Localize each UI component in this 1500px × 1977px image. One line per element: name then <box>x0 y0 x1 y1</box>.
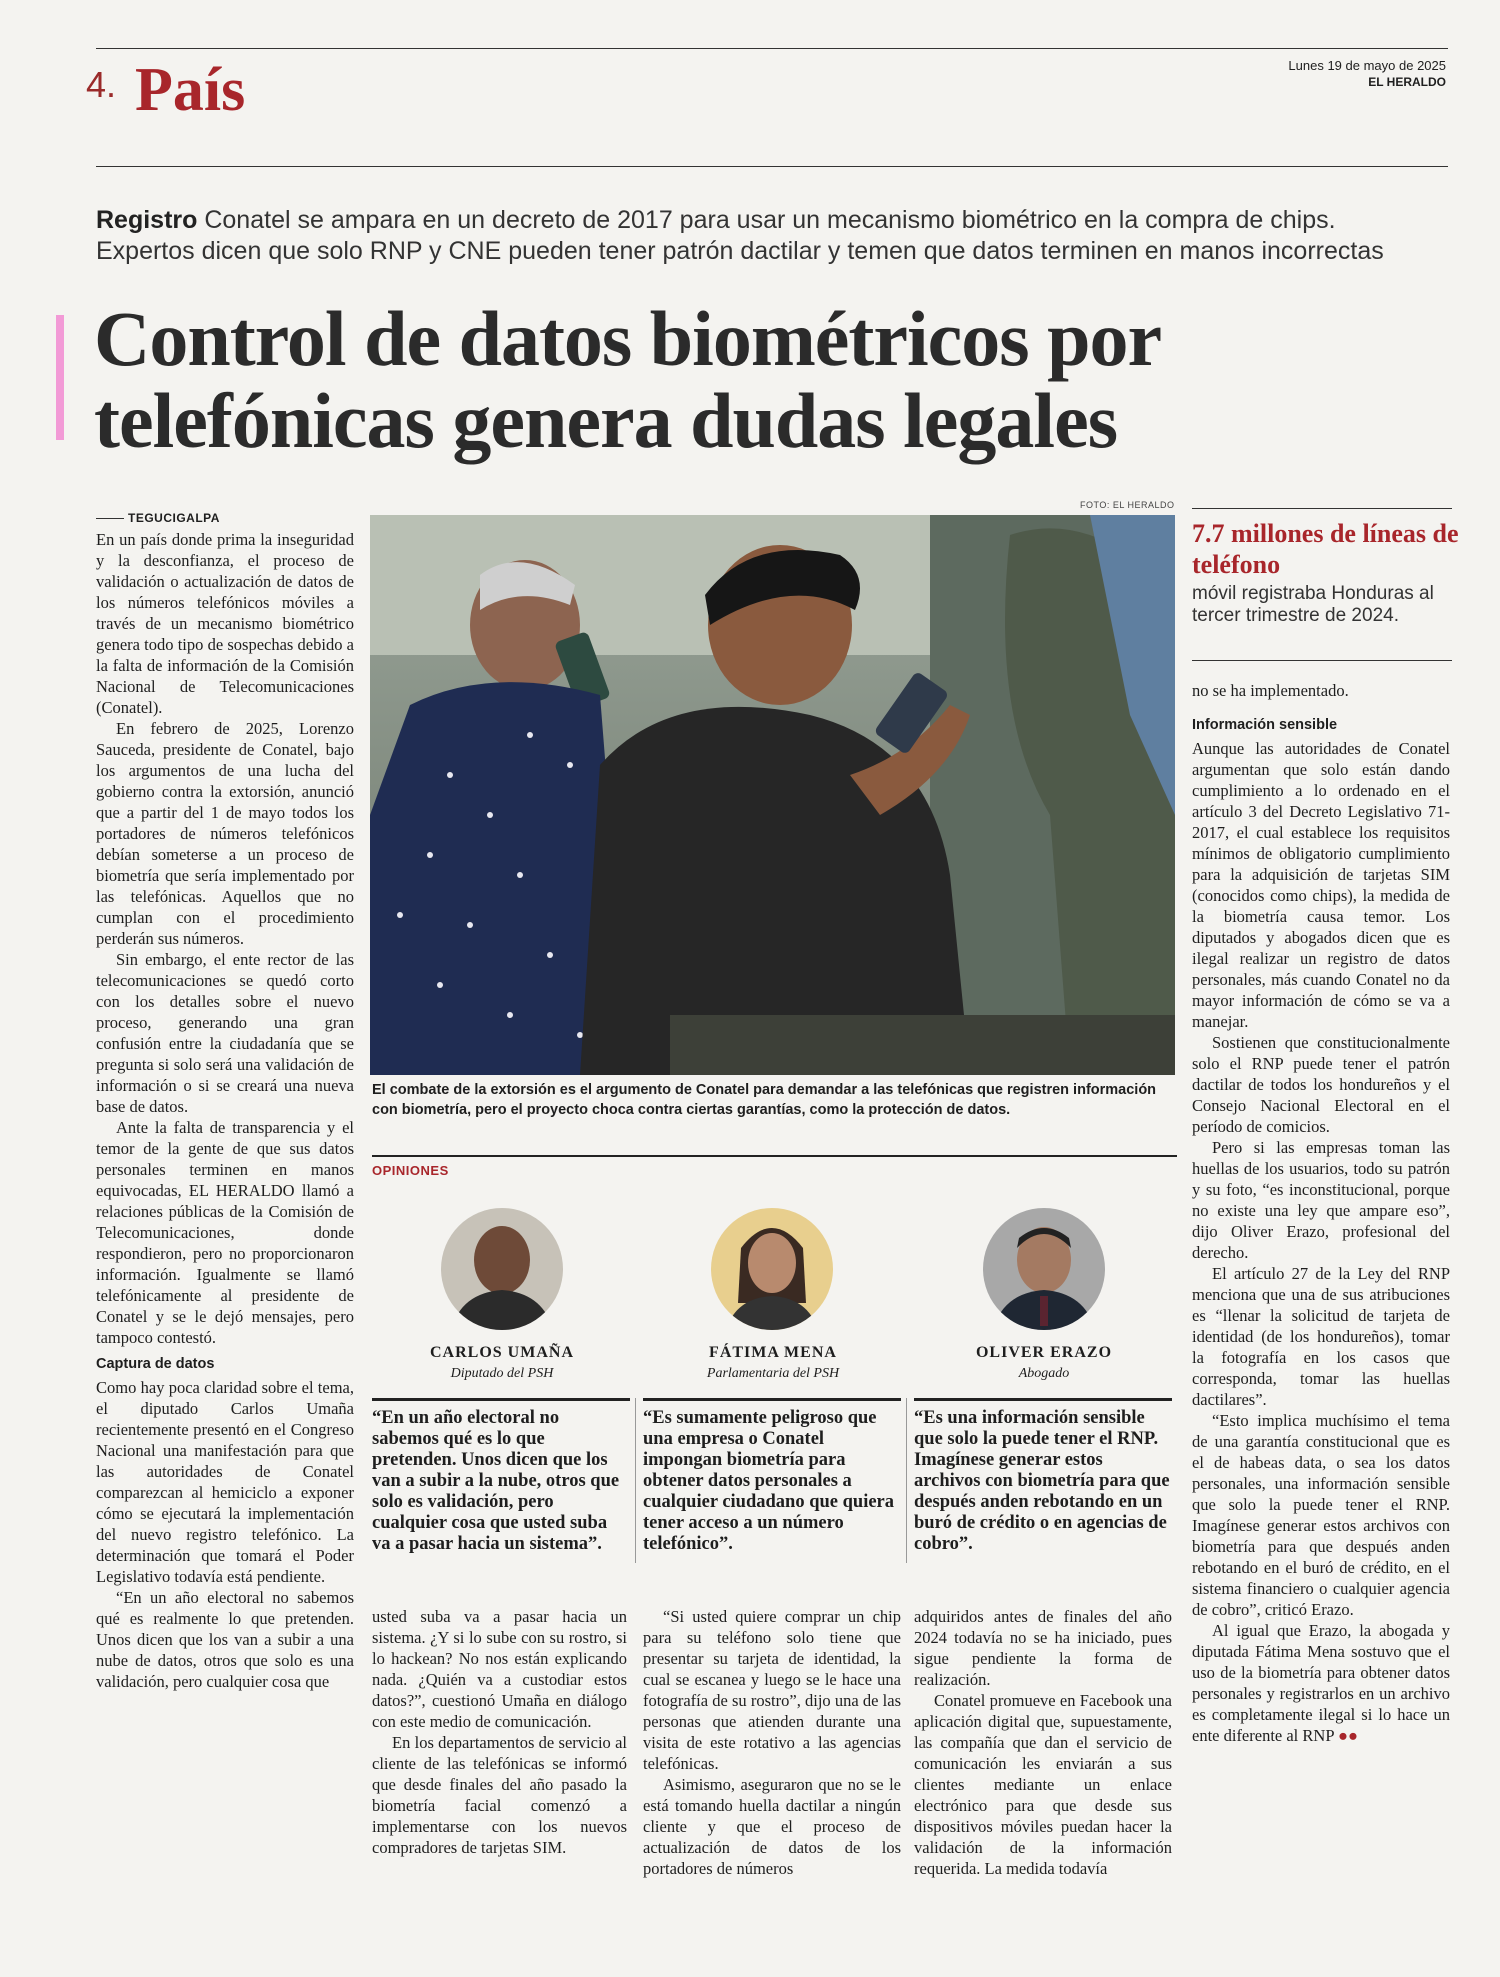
kicker-line1: Conatel se ampara en un decreto de 2017 para usar un mecanismo biométrico en la compra de chips. <box>197 206 1336 234</box>
paragraph: Pero si las empresas toman las huellas de los usuarios, todo su patrón y su foto, “es inconstitucional, porque no existe una ley que ampare eso”, dijo Oliver Erazo, profesional del derecho. <box>1192 1138 1450 1262</box>
opinion-role: Diputado del PSH <box>450 1366 554 1381</box>
paragraph: En un país donde prima la inseguridad y la desconfianza, el proceso de validación o actualización de datos de los números telefónicos móviles a través de un mecanismo biométrico genera todo tipo de sospechas debido a la falta de información de la Comisión Nacional de Telecomunicaciones (Conatel). <box>96 530 354 717</box>
portrait-icon <box>711 1208 833 1330</box>
paragraph: Aunque las autoridades de Conatel argumentan que solo están dando cumplimiento a lo ordenado en el artículo 3 del Decreto Legislativo 71-2017, el cual establece los requisitos mínimos de obligatorio cumplimiento para la adquisición de tarjetas SIM (conocidos como chips), la medida de la biometría causa temor. Los diputados y abogados dicen que es ilegal realizar un registro de datos personales, más cuando Conatel no da mayor información de cómo se va a manejar. <box>1192 739 1450 1031</box>
photo-illustration <box>370 515 1175 1075</box>
paragraph <box>1192 1620 1450 1746</box>
opinion-quote: “Es una información sensible que solo la puede tener el RNP. Imagínese generar estos archivos con biometría para que después anden rebotando en un buró de crédito o en agencias de cobro”. <box>914 1408 1170 1554</box>
headline-line1: Control de datos biométricos por <box>94 295 1162 382</box>
date: Lunes 19 de mayo de 2025 <box>1288 58 1446 73</box>
opinions-label: OPINIONES <box>372 1163 449 1178</box>
opinion-role: Parlamentaria del PSH <box>706 1366 840 1381</box>
paragraph: Como hay poca claridad sobre el tema, el diputado Carlos Umaña recientemente presentó en el Congreso Nacional una manifestación para que las autoridades de Conatel comparezcan al hemiciclo a exponer cómo se ejecutará la implementación del nuevo registro telefónico. La determinación que tomará el Poder Legislativo todavía está pendiente. <box>96 1378 354 1586</box>
paragraph: “Esto implica muchísimo el tema de una garantía constitucional que es el de habeas data, o sea los datos personales, una información sensible que solo la puede tener el RNP. Imagínese generar estos archivos con biometría para que después anden rebotando en el buró de crédito, en el sistema financiero o cualquier agencia de cobro”, criticó Erazo. <box>1192 1411 1450 1619</box>
paragraph: “En un año electoral no sabemos qué es realmente lo que pretenden. Unos dicen que los van a subir a una nube de datos, otros que solo es una validación, pero cualquier cosa que <box>96 1588 354 1691</box>
paragraph: En febrero de 2025, Lorenzo Sauceda, presidente de Conatel, bajo los argumentos de una lucha del gobierno contra la extorsión, anunció que a partir del 1 de mayo todos los portadores de números telefónicos debían someterse a un proceso de biometría que sería implementado por las telefónicas. Aquellos que no cumplan con el procedimiento perderán sus números. <box>96 719 354 948</box>
paragraph: Ante la falta de transparencia y el temor de la gente de que sus datos personales terminen en manos equivocadas, EL HERALDO llamó a relaciones públicas de la Comisión de Telecomunicaciones, donde respondieron, pero no proporcionaron información. Igualmente se llamó telefónicamente al presidente de Conatel y se le dejó mensajes, pero tampoco contestó. <box>96 1118 354 1347</box>
section-title: País <box>135 56 246 124</box>
highlighter-mark <box>56 315 64 440</box>
dateline <box>1288 58 1446 90</box>
stat-text: móvil registraba Honduras al tercer trimestre de 2024. <box>1192 583 1434 626</box>
portrait-icon <box>441 1208 563 1330</box>
avatar-carlos-umana <box>441 1208 563 1330</box>
photo-caption: El combate de la extorsión es el argumento de Conatel para demandar a las telefónicas que registren información con biometría, pero el proyecto choca contra ciertas garantías, como la protección de datos. <box>372 1082 1157 1118</box>
avatar-oliver-erazo <box>983 1208 1105 1330</box>
article-column-2 <box>372 1606 627 1858</box>
kicker-label: Registro <box>96 206 198 234</box>
subheading: Información sensible <box>1192 717 1338 733</box>
page-number: 4. <box>86 64 117 105</box>
paragraph: usted suba va a pasar hacia un sistema. ¿Y si lo sube con su rostro, si lo hackean? No nos están explicando nada. ¿Quién va a custodiar estos datos?”, cuestionó Umaña en diálogo con este medio de comunicación. <box>372 1607 627 1731</box>
opinion-role: Abogado <box>1018 1366 1070 1381</box>
opinion-quote: “Es sumamente peligroso que una empresa o Conatel impongan biometría para obtener datos personales a cualquier ciudadano que quiera tener acceso a un número telefónico”. <box>643 1408 895 1554</box>
paragraph-text: Al igual que Erazo, la abogada y diputada Fátima Mena sostuvo que el uso de la biometría para obtener datos personales y registrarlos en un archivo es completamente ilegal si lo hace un ente diferente al RNP <box>1192 1621 1450 1745</box>
article-column-5 <box>1192 680 1450 1746</box>
paragraph: El artículo 27 de la Ley del RNP menciona que una de sus atribuciones es “llenar la solicitud de tarjeta de identidad (de los hondureños), tomar la fotografía en los casos que corresponda, tomar las huellas dactilares”. <box>1192 1264 1450 1409</box>
article-column-4 <box>914 1606 1172 1879</box>
newspaper-name: EL HERALDO <box>1368 75 1446 89</box>
paragraph: no se ha implementado. <box>1192 681 1349 700</box>
avatar-fatima-mena <box>711 1208 833 1330</box>
kicker <box>96 205 1456 267</box>
portrait-icon <box>983 1208 1105 1330</box>
headline <box>94 295 1454 464</box>
dateline-place: TEGUCIGALPA <box>128 511 220 525</box>
opinion-name: CARLOS UMAÑA <box>430 1344 574 1361</box>
news-photo <box>370 515 1175 1075</box>
paragraph: Sin embargo, el ente rector de las telecomunicaciones se quedó corto con los detalles sobre el nuevo proceso, generando una gran confusión entre la ciudadanía que se pregunta si solo será una validación de información o si se creará una nueva base de datos. <box>96 950 354 1116</box>
opinion-name: FÁTIMA MENA <box>709 1344 837 1361</box>
article-column-3 <box>643 1606 901 1879</box>
opinion-quote: “En un año electoral no sabemos qué es lo que pretenden. Unos dicen que los van a subir a la nube, otros que solo es validación, pero cualquier cosa que usted suba va a pasar hacia un sistema”. <box>372 1408 620 1554</box>
stat-number: 7.7 millones de líneas de teléfono <box>1192 519 1459 579</box>
paragraph: Sostienen que constitucionalmente solo el RNP puede tener el patrón dactilar de todos los hondureños y el Consejo Nacional Electoral en el período de comicios. <box>1192 1033 1450 1136</box>
kicker-line2: Expertos dicen que solo RNP y CNE pueden tener patrón dactilar y temen que datos terminen en manos incorrectas <box>96 237 1384 265</box>
paragraph: Conatel promueve en Facebook una aplicación digital que, supuestamente, las compañía que dan el servicio de comunicación les enviarán a sus clientes mediante un enlace electrónico para que desde sus dispositivos móviles puedan hacer la validación de la información requerida. La medida todavía <box>914 1691 1172 1878</box>
paragraph: adquiridos antes de finales del año 2024 todavía no se ha iniciado, pues sigue pendiente la forma de realización. <box>914 1607 1172 1689</box>
end-mark: ●● <box>1338 1726 1358 1745</box>
article-column-1 <box>96 506 354 1692</box>
opinion-name: OLIVER ERAZO <box>975 1344 1113 1361</box>
headline-line2: telefónicas genera dudas legales <box>94 377 1118 464</box>
paragraph: “Si usted quiere comprar un chip para su teléfono solo tiene que presentar su tarjeta de identidad, la cual se escanea y luego se le hace una fotografía de su rostro”, dijo una de las personas que atienden durante una visita de este rotativo a las agencias telefónicas. <box>643 1607 901 1773</box>
paragraph: En los departamentos de servicio al cliente de las telefónicas se informó que desde finales del año pasado la biometría facial comenzó a implementarse con los nuevos compradores de tarjetas SIM. <box>372 1733 627 1857</box>
photo-credit: FOTO: EL HERALDO <box>1080 500 1175 510</box>
paragraph: Asimismo, aseguraron que no se le está tomando huella dactilar a ningún cliente y que el proceso de actualización de datos de los portadores de números <box>643 1775 901 1878</box>
subheading: Captura de datos <box>96 1356 215 1372</box>
